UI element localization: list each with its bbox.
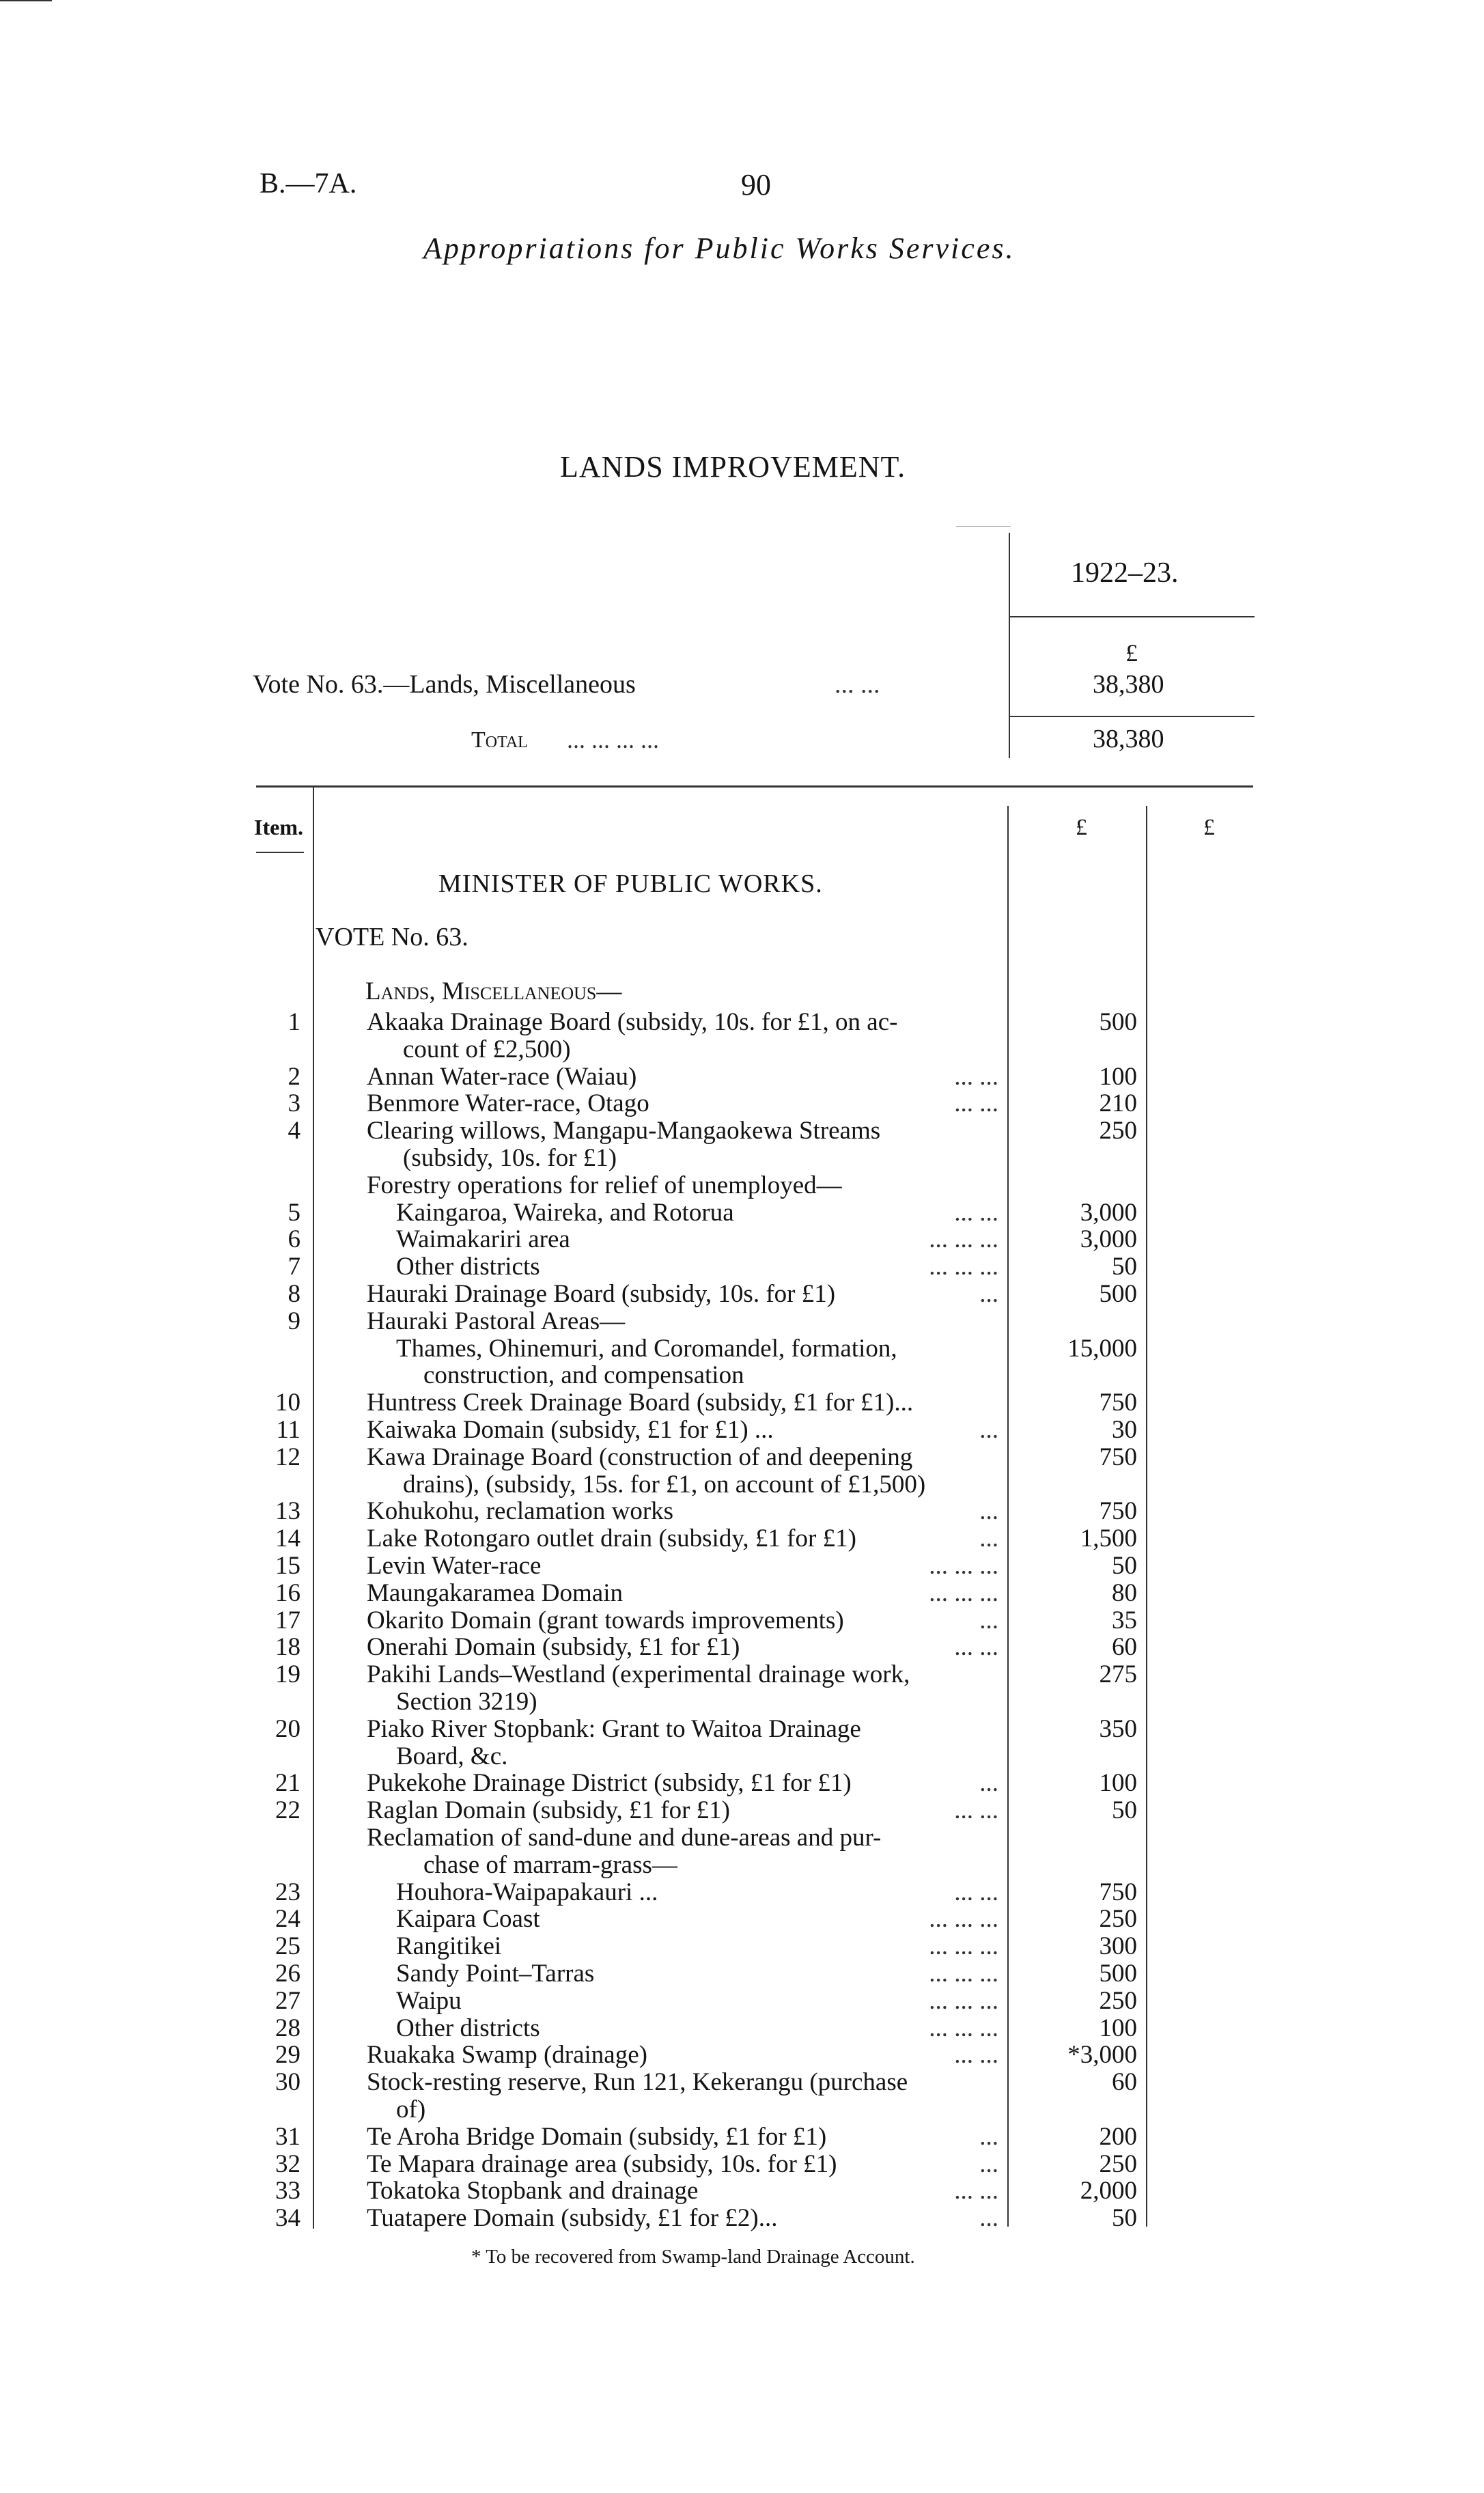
item-description: construction, and compensation xyxy=(423,1361,744,1390)
item-amount: 50 xyxy=(1112,1253,1137,1281)
item-description: Onerahi Domain (subsidy, £1 for £1) xyxy=(367,1633,740,1662)
item-number: 19 xyxy=(275,1660,300,1689)
item-description: Forestry operations for relief of unemployed— xyxy=(367,1171,842,1199)
item-description: Annan Water-race (Waiau) xyxy=(367,1062,637,1091)
item-description: Levin Water-race xyxy=(367,1552,542,1580)
item-description: Kaingaroa, Waireka, and Rotorua xyxy=(396,1198,734,1227)
item-number: 9 xyxy=(288,1307,300,1335)
item-amount: 250 xyxy=(1099,1986,1137,2015)
item-amount: 350 xyxy=(1099,1714,1137,1743)
item-number: 13 xyxy=(275,1497,300,1526)
dot-leader: ... ... ... xyxy=(929,1225,998,1254)
dot-leader: ... ... xyxy=(954,1796,998,1825)
item-amount: 200 xyxy=(1099,2122,1137,2151)
item-amount: 1,500 xyxy=(1080,1524,1137,1553)
item-number: 2 xyxy=(288,1062,300,1091)
currency-column-header-2: £ xyxy=(1203,815,1215,840)
item-description: Kaipara Coast xyxy=(396,1905,540,1934)
item-amount: 30 xyxy=(1112,1416,1137,1444)
item-amount: 750 xyxy=(1099,1878,1137,1906)
item-amount: 300 xyxy=(1099,1932,1137,1961)
item-description: Benmore Water-race, Otago xyxy=(367,1089,649,1118)
dot-leader: ... ... xyxy=(954,2177,998,2205)
category-heading: Lands, Miscellaneous— xyxy=(365,977,622,1005)
item-amount: 100 xyxy=(1099,1062,1137,1091)
item-description: Kawa Drainage Board (construction of and deepening xyxy=(367,1443,913,1471)
item-description: Rangitikei xyxy=(396,1932,502,1961)
item-number: 21 xyxy=(275,1769,300,1798)
item-description: chase of marram-grass— xyxy=(423,1850,677,1879)
item-amount: 15,000 xyxy=(1067,1334,1137,1363)
dot-leader: ... ... xyxy=(954,1198,998,1227)
dot-leader: ... xyxy=(979,1416,998,1444)
item-number: 5 xyxy=(288,1198,300,1227)
dot-leader: ... ... ... xyxy=(929,1986,998,2015)
dot-leader: ... ... ... xyxy=(929,1960,998,1988)
item-number: 30 xyxy=(275,2068,300,2097)
dot-leader: ... xyxy=(979,2204,998,2233)
summary-currency: £ xyxy=(1125,639,1138,667)
footnote: * To be recovered from Swamp-land Drainage Account. xyxy=(471,2246,915,2268)
item-description: Kohukohu, reclamation works xyxy=(367,1497,674,1526)
item-description: Tokatoka Stopbank and drainage xyxy=(367,2177,699,2205)
dot-leader: ... ... xyxy=(954,1878,998,1906)
item-description: Okarito Domain (grant towards improvements) xyxy=(367,1606,844,1634)
item-number: 27 xyxy=(275,1986,300,2015)
item-number: 18 xyxy=(275,1633,300,1662)
item-description: Sandy Point–Tarras xyxy=(396,1960,595,1988)
item-description: Clearing willows, Mangapu-Mangaokewa Streams xyxy=(367,1117,881,1145)
dot-leader: ... ... ... xyxy=(929,1253,998,1281)
item-number: 25 xyxy=(275,1932,300,1961)
item-amount: 750 xyxy=(1099,1443,1137,1471)
item-number: 15 xyxy=(275,1552,300,1580)
item-amount: 275 xyxy=(1099,1660,1137,1689)
item-description: drains), (subsidy, 15s. for £1, on account of £1,500) xyxy=(403,1470,926,1499)
dot-leader: ... ... ... xyxy=(929,1905,998,1934)
item-description: Hauraki Pastoral Areas— xyxy=(367,1307,626,1335)
item-description: Thames, Ohinemuri, and Coromandel, formation, xyxy=(396,1334,897,1363)
summary-year: 1922–23. xyxy=(1071,557,1179,589)
item-number: 22 xyxy=(275,1796,300,1825)
item-description: Hauraki Drainage Board (subsidy, 10s. for £1) xyxy=(367,1280,836,1308)
item-amount: 2,000 xyxy=(1080,2177,1137,2205)
item-amount: 500 xyxy=(1099,1008,1137,1036)
item-number: 4 xyxy=(288,1117,300,1145)
dot-leader: ... ... ... xyxy=(929,1932,998,1961)
item-amount: 500 xyxy=(1099,1280,1137,1308)
item-number: 7 xyxy=(288,1253,300,1281)
item-number: 12 xyxy=(275,1443,300,1471)
item-number: 17 xyxy=(275,1606,300,1634)
summary-rule-header xyxy=(1009,616,1255,617)
item-description: count of £2,500) xyxy=(403,1035,571,1063)
item-description: Huntress Creek Drainage Board (subsidy, £1 for £1)... xyxy=(367,1389,914,1417)
summary-total-label: Total xyxy=(471,727,528,753)
item-description: Stock-resting reserve, Run 121, Kekerangu (purchase xyxy=(367,2068,908,2097)
dot-leader: ... ... ... xyxy=(929,2014,998,2042)
summary-column-divider xyxy=(1009,533,1010,758)
item-description: Pukekohe Drainage District (subsidy, £1 for £1) xyxy=(367,1769,852,1798)
item-amount: 100 xyxy=(1099,2014,1137,2042)
dot-leader: ... ... xyxy=(954,1089,998,1118)
dot-leader: ... ... ... xyxy=(929,1552,998,1580)
item-description: Te Mapara drainage area (subsidy, 10s. for £1) xyxy=(367,2149,837,2178)
summary-vote-leader: ... ... xyxy=(835,670,880,699)
item-description: Lake Rotongaro outlet drain (subsidy, £1 for £1) xyxy=(367,1524,856,1553)
item-description: Kaiwaka Domain (subsidy, £1 for £1) ... xyxy=(367,1416,774,1444)
item-amount: 210 xyxy=(1099,1089,1137,1118)
dot-leader: ... xyxy=(979,1497,998,1526)
item-amount: 250 xyxy=(1099,1905,1137,1934)
page-number: 90 xyxy=(741,168,771,201)
item-amount: 60 xyxy=(1112,2068,1137,2097)
item-amount: 60 xyxy=(1112,1633,1137,1662)
item-description: (subsidy, 10s. for £1) xyxy=(403,1144,617,1172)
item-description: Other districts xyxy=(396,2014,540,2042)
dot-leader: ... xyxy=(979,1524,998,1553)
currency-column-header-1: £ xyxy=(1076,815,1087,840)
summary-total-leader: ... ... ... ... xyxy=(567,726,659,753)
summary-vote-amount: 38,380 xyxy=(1093,670,1164,699)
item-description: Waipu xyxy=(396,1986,462,2015)
page-title: Appropriations for Public Works Services. xyxy=(423,232,1016,265)
summary-total-amount: 38,380 xyxy=(1093,725,1164,753)
dot-leader: ... xyxy=(979,1280,998,1308)
item-description: Piako River Stopbank: Grant to Waitoa Drainage xyxy=(367,1714,861,1743)
item-description: Pakihi Lands–Westland (experimental drainage work, xyxy=(367,1660,910,1689)
item-description: Reclamation of sand-dune and dune-areas and pur- xyxy=(367,1824,882,1852)
summary-vote-label: Vote No. 63.—Lands, Miscellaneous xyxy=(253,670,636,699)
item-amount: 250 xyxy=(1099,2149,1137,2178)
dot-leader: ... xyxy=(979,1769,998,1798)
item-number: 31 xyxy=(275,2122,300,2151)
summary-dash xyxy=(0,0,52,1)
item-amount: 100 xyxy=(1099,1769,1137,1798)
item-number: 1 xyxy=(288,1008,300,1036)
item-amount: *3,000 xyxy=(1067,2041,1137,2070)
item-number: 33 xyxy=(275,2177,300,2205)
item-amount: 250 xyxy=(1099,1117,1137,1145)
item-number: 20 xyxy=(275,1714,300,1743)
summary-rule-top xyxy=(956,526,1011,527)
dot-leader: ... ... xyxy=(954,1633,998,1662)
item-column-header: Item. xyxy=(254,815,303,839)
item-column-divider xyxy=(313,788,314,2229)
item-description: Waimakariri area xyxy=(396,1225,570,1254)
item-number: 32 xyxy=(275,2149,300,2178)
item-description: Raglan Domain (subsidy, £1 for £1) xyxy=(367,1796,730,1825)
item-amount: 750 xyxy=(1099,1389,1137,1417)
item-description: Board, &c. xyxy=(396,1742,508,1770)
item-description: Te Aroha Bridge Domain (subsidy, £1 for £1) xyxy=(367,2122,827,2151)
vote-heading: VOTE No. 63. xyxy=(316,923,468,951)
item-header-underline xyxy=(256,852,304,853)
item-number: 28 xyxy=(275,2014,300,2042)
item-amount: 50 xyxy=(1112,2204,1137,2233)
item-amount: 3,000 xyxy=(1080,1225,1137,1254)
item-description: Houhora-Waipapakauri ... xyxy=(396,1878,658,1906)
dot-leader: ... ... ... xyxy=(929,1578,998,1607)
item-description: Section 3219) xyxy=(396,1688,537,1716)
item-number: 23 xyxy=(275,1878,300,1906)
item-number: 26 xyxy=(275,1960,300,1988)
item-description: Maungakaramea Domain xyxy=(367,1578,623,1607)
item-description: Ruakaka Swamp (drainage) xyxy=(367,2041,647,2070)
item-number: 10 xyxy=(275,1389,300,1417)
table-rule-top xyxy=(256,785,1253,788)
dot-leader: ... xyxy=(979,1606,998,1634)
dot-leader: ... xyxy=(979,2149,998,2178)
item-number: 8 xyxy=(288,1280,300,1308)
dot-leader: ... xyxy=(979,2122,998,2151)
item-number: 16 xyxy=(275,1578,300,1607)
summary-rule-total xyxy=(1009,716,1255,717)
item-description: Other districts xyxy=(396,1253,540,1281)
dot-leader: ... ... xyxy=(954,1062,998,1091)
item-number: 3 xyxy=(288,1089,300,1118)
item-number: 11 xyxy=(276,1416,300,1444)
item-amount: 50 xyxy=(1112,1796,1137,1825)
item-amount: 50 xyxy=(1112,1552,1137,1580)
item-description: of) xyxy=(396,2095,426,2123)
item-amount: 500 xyxy=(1099,1960,1137,1988)
item-number: 6 xyxy=(288,1225,300,1254)
item-amount: 35 xyxy=(1112,1606,1137,1634)
item-number: 34 xyxy=(275,2204,300,2233)
item-amount: 80 xyxy=(1112,1578,1137,1607)
document-code: B.—7A. xyxy=(260,168,357,199)
minister-heading: MINISTER OF PUBLIC WORKS. xyxy=(438,869,823,898)
dot-leader: ... ... xyxy=(954,2041,998,2070)
amount-column-divider-2 xyxy=(1146,806,1147,2227)
item-amount: 3,000 xyxy=(1080,1198,1137,1227)
item-amount: 750 xyxy=(1099,1497,1137,1526)
item-number: 14 xyxy=(275,1524,300,1553)
item-description: Tuatapere Domain (subsidy, £1 for £2)... xyxy=(367,2204,778,2233)
item-description: Akaaka Drainage Board (subsidy, 10s. for £1, on ac- xyxy=(367,1008,898,1036)
section-title: LANDS IMPROVEMENT. xyxy=(560,450,906,484)
item-number: 29 xyxy=(275,2041,300,2070)
item-number: 24 xyxy=(275,1905,300,1934)
